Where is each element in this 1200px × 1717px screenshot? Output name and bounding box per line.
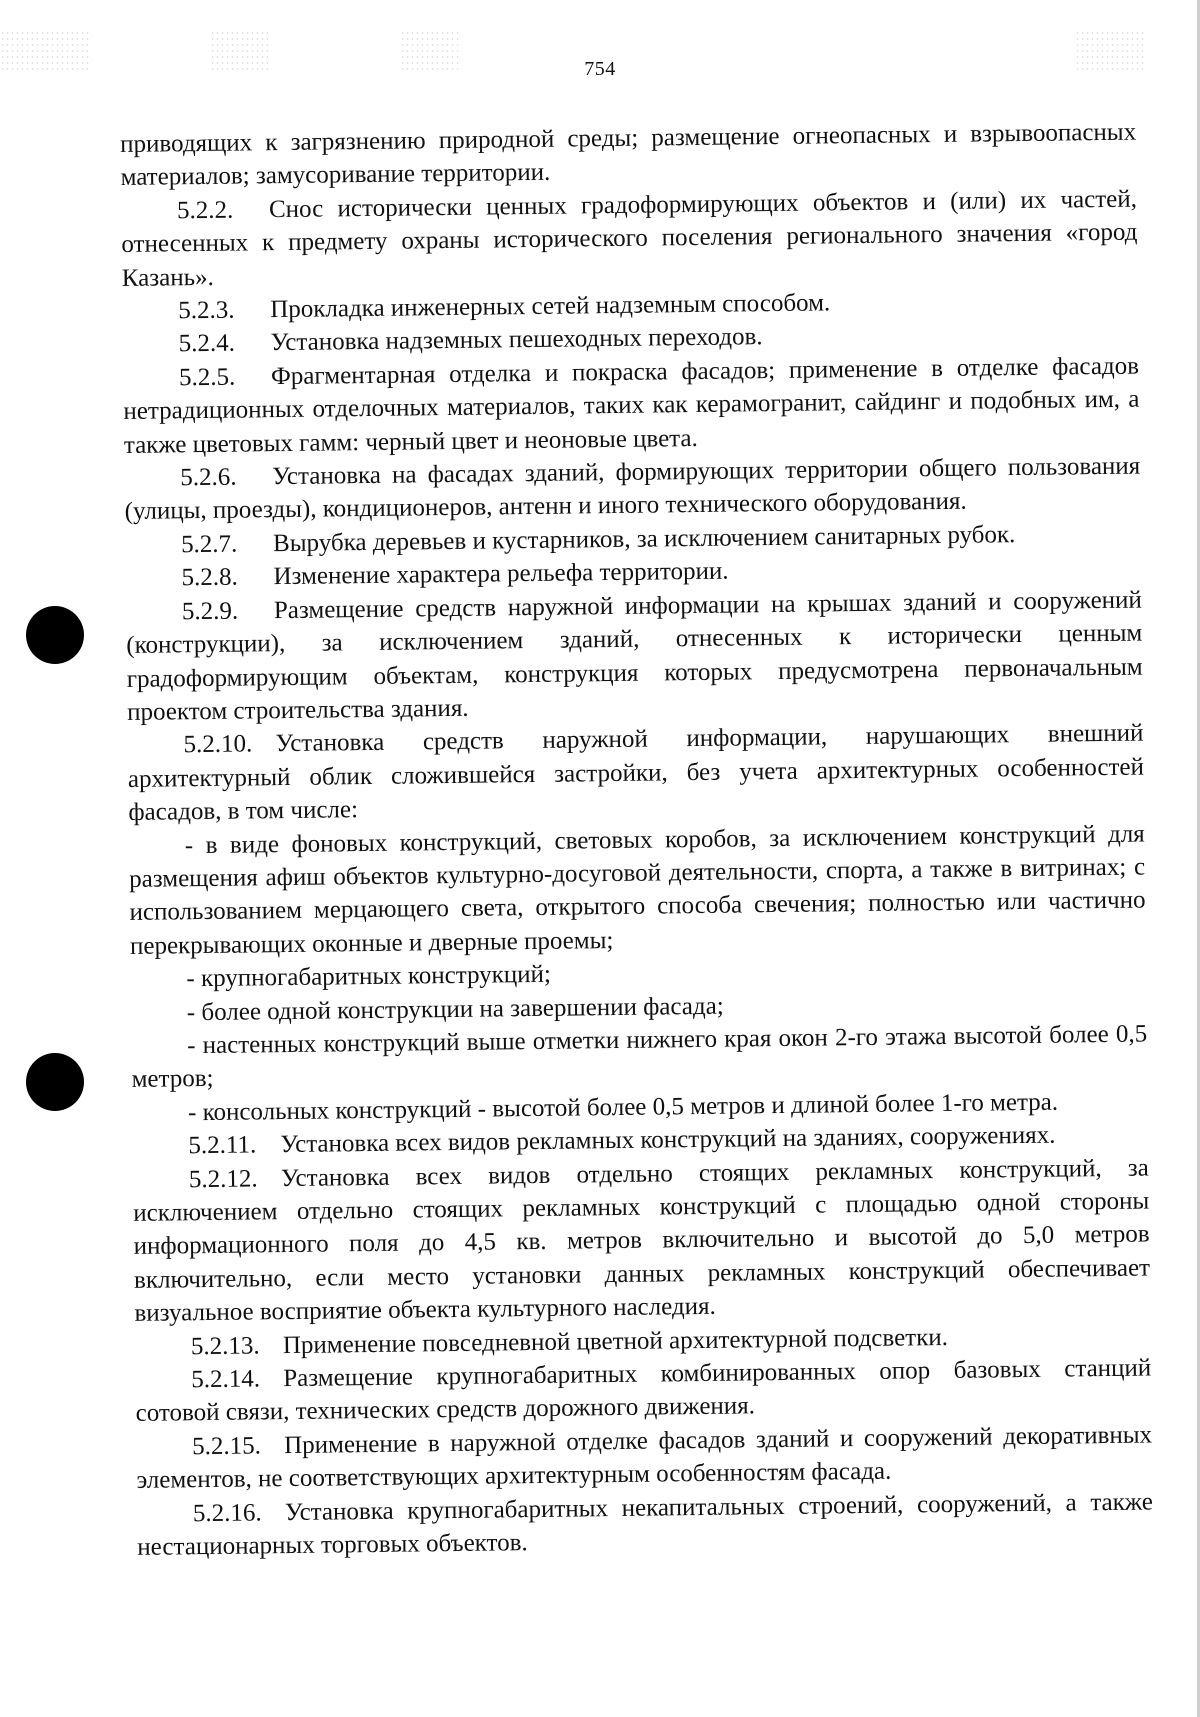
paragraph-text: Вырубка деревьев и кустарников, за исключением санитарных рубок. — [272, 520, 1016, 558]
clause-number: 5.2.13. — [190, 1332, 260, 1360]
paragraph-text: Установка всех видов отдельно стоящих рекламных конструкций, за исключением отдельно стоящих рекламных конструкций с площадью одной стороны информационного поля до 4,5 кв. метров включительно и высотой до 5,0 метров включительно, если место установки данных рекламных конструкций обеспечивает визуальное восприятие объекта культурного наследия. — [133, 1154, 1151, 1328]
clause-number: 5.2.9. — [181, 597, 239, 625]
clause-paragraph — [124, 450, 1141, 529]
clause-number: 5.2.8. — [181, 563, 238, 592]
clause-number: 5.2.5. — [178, 363, 236, 392]
clause-number: 5.2.16. — [192, 1499, 262, 1527]
clause-number: 5.2.15. — [191, 1432, 262, 1461]
paragraph-text: - крупногабаритных конструкций; — [186, 960, 552, 993]
clause-paragraph — [126, 583, 1144, 729]
clause-paragraph — [133, 1151, 1151, 1330]
clause-number: 5.2.6. — [180, 463, 237, 492]
paragraph-text: Снос исторически ценных градоформирующих объектов и (или) их частей, отнесенных к предмету охраны исторического поселения регионального значения «город Казань». — [121, 185, 1138, 292]
paragraph-text: Установка крупногабаритных некапитальных строений, сооружений, а также нестационарных торговых объектов. — [137, 1488, 1154, 1561]
paragraph-text: - в виде фоновых конструкций, световых коробов, за исключением конструкций для размещения афиш объектов культурно-досуговой деятельности, спорта, а также в витринах; с использованием мерцающего света, открытого способа свечения; полностью или частично перекрывающих оконные и дверные проемы; — [129, 820, 1146, 960]
punch-hole — [26, 606, 84, 664]
clause-number: 5.2.7. — [180, 530, 238, 559]
clause-paragraph — [135, 1352, 1152, 1431]
paragraph-text: Размещение крупногабаритных комбинированных опор базовых станций сотовой связи, технических средств дорожного движения. — [135, 1354, 1152, 1428]
page-number: 754 — [584, 58, 616, 80]
clause-paragraph — [121, 182, 1138, 295]
clause-number: 5.2.2. — [176, 196, 234, 225]
clause-paragraph — [127, 717, 1144, 830]
clause-number: 5.2.14. — [191, 1365, 261, 1394]
paragraph-text: - более одной конструкции на завершении фасада; — [186, 992, 724, 1026]
paragraph-text: Установка на фасадах зданий, формирующих территории общего пользования (улицы, проезды), кондиционеров, антенн и иного технического оборудования. — [124, 452, 1141, 526]
clause-number: 5.2.3. — [178, 296, 235, 325]
clause-number: 5.2.12. — [188, 1164, 258, 1193]
paragraph-text: - консольных конструкций - высотой более 0,5 метров и длиной более 1-го метра. — [187, 1088, 1059, 1127]
paragraph-text: Установка средств наружной информации, нарушающих внешний архитектурный облик сложившейся застройки, без учета архитектурных особенностей фасадов, в том числе: — [127, 719, 1145, 827]
text-paragraph — [131, 1017, 1148, 1096]
paragraph-text: - настенных конструкций выше отметки нижнего края окон 2-го этажа высотой более 0,5 метров; — [131, 1020, 1148, 1094]
paragraph-text: Применение в наружной отделке фасадов зданий и сооружений декоративных элементов, не соответствующих архитектурным особенностям фасада. — [136, 1421, 1153, 1495]
paragraph-text: Применение повседневной цветной архитектурной подсветки. — [282, 1323, 949, 1359]
paragraph-text: Установка всех видов рекламных конструкций на зданиях, сооружениях. — [280, 1121, 1056, 1159]
paragraph-text: Прокладка инженерных сетей надземным способом. — [270, 289, 831, 324]
clause-paragraph — [123, 349, 1140, 462]
paragraph-text: Размещение средств наружной информации на крышах зданий и сооружений (конструкции), за исключением зданий, отнесенных к исторически ценным градоформирующим объектам, конструкция которых предусмотрена первоначальным проектом строительства здания. — [126, 586, 1143, 726]
paragraph-text: Фрагментарная отделка и покраска фасадов; применение в отделке фасадов нетрадиционных отделочных материалов, таких как керамогранит, сайдинг и подобных им, а также цветовых гамм: черный цвет и неоновые цвета. — [123, 352, 1140, 459]
clause-number: 5.2.10. — [183, 730, 253, 759]
document-body — [120, 116, 1153, 1565]
clause-number: 5.2.11. — [188, 1131, 257, 1160]
text-paragraph — [129, 817, 1147, 963]
paragraph-text: Установка надземных пешеходных переходов. — [270, 323, 763, 357]
text-paragraph — [120, 116, 1137, 195]
clause-paragraph — [137, 1485, 1154, 1564]
clause-paragraph — [136, 1418, 1153, 1497]
clause-number: 5.2.4. — [178, 330, 236, 358]
paragraph-text: приводящих к загрязнению природной среды; размещение огнеопасных и взрывоопасных материалов; замусоривание территории. — [120, 118, 1137, 192]
paragraph-text: Изменение характера рельефа территории. — [273, 557, 729, 591]
punch-hole — [26, 1053, 84, 1111]
